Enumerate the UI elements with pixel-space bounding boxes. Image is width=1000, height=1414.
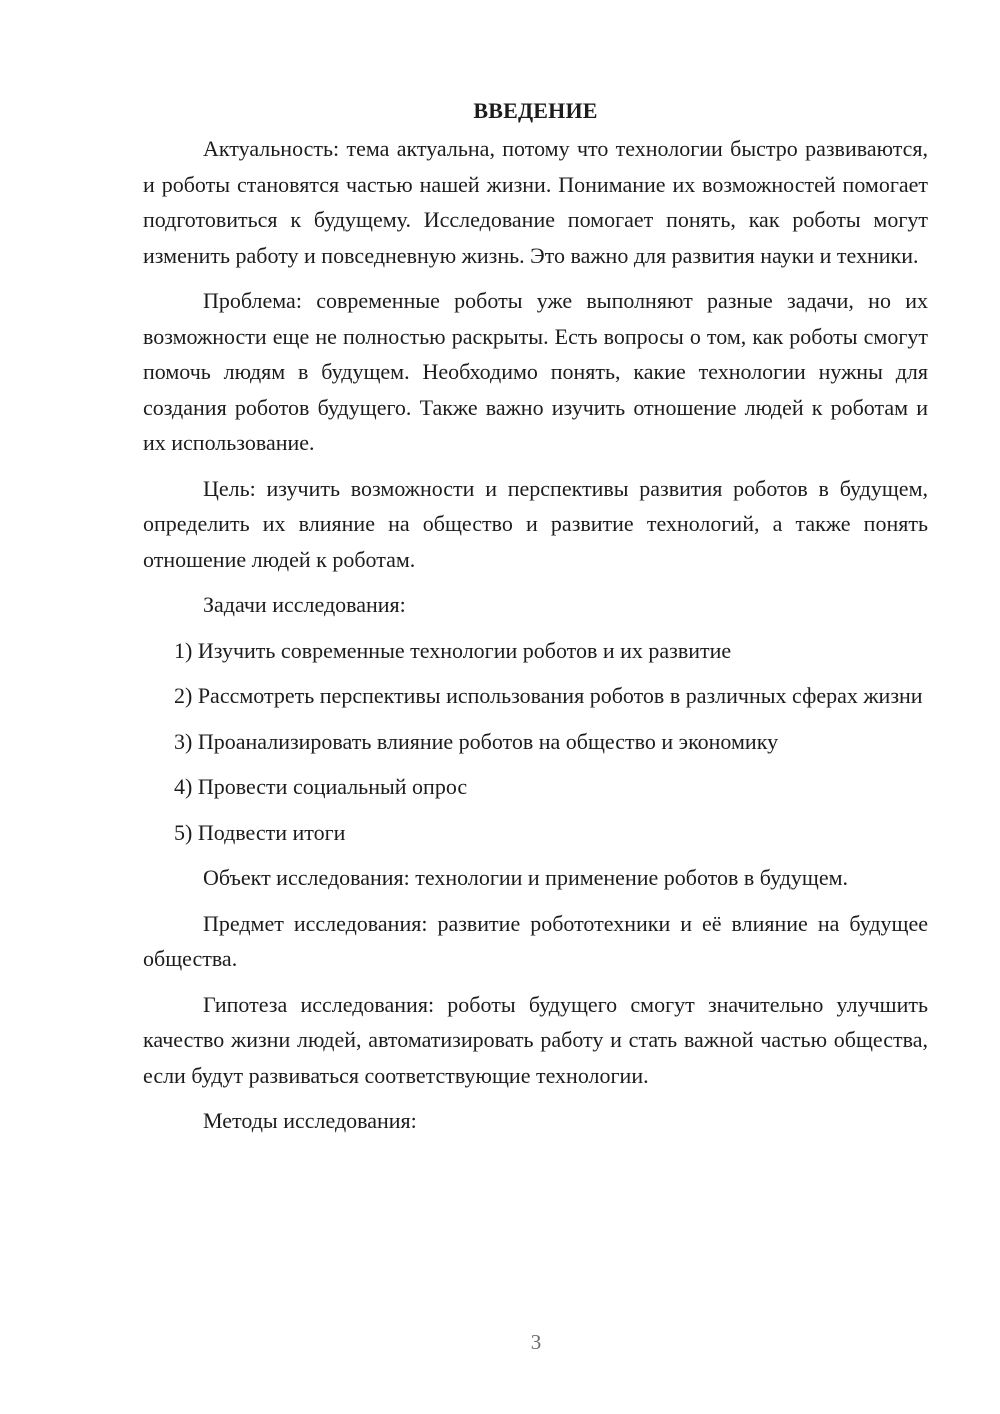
- subject-paragraph: Предмет исследования: развитие робототехники и её влияние на будущее общества.: [143, 910, 928, 971]
- task-item-3: 3) Проанализировать влияние роботов на общество и экономику: [174, 728, 779, 754]
- task-item-2: 2) Рассмотреть перспективы использования роботов в различных сферах жизни: [174, 683, 923, 708]
- page-content: [143, 93, 928, 1149]
- tasks-heading: Задачи исследования:: [203, 592, 406, 617]
- task-item-4: 4) Провести социальный опрос: [174, 774, 468, 799]
- problem-paragraph: Проблема: современные роботы уже выполняют разные задачи, но их возможности еще не полностью раскрыты. Есть вопросы о том, как роботы смогут помочь людям в будущем. Необходимо понять, какие технологии нужны для создания роботов будущего. Также важно изучить отношение людей к роботам и их использование.: [143, 288, 928, 455]
- methods-heading: Методы исследования:: [203, 1108, 417, 1133]
- hypothesis-paragraph: Гипотеза исследования: роботы будущего смогут значительно улучшить качество жизни людей, автоматизировать работу и стать важной частью общества, если будут развиваться соответствующие технологии.: [143, 991, 928, 1088]
- relevance-paragraph: Актуальность: тема актуальна, потому что технологии быстро развиваются, и роботы становятся частью нашей жизни. Понимание их возможностей помогает подготовиться к будущему. Исследование помогает понять, как роботы могут изменить работу и повседневную жизнь. Это важно для развития науки и техники.: [143, 136, 928, 268]
- goal-paragraph: Цель: изучить возможности и перспективы развития роботов в будущем, определить их влияние на общество и развитие технологий, а также понять отношение людей к роботам.: [143, 475, 928, 572]
- task-item-5: 5) Подвести итоги: [174, 819, 346, 845]
- section-title: ВВЕДЕНИЕ: [473, 98, 598, 123]
- object-paragraph: Объект исследования: технологии и применение роботов в будущем.: [203, 865, 849, 890]
- page-number: 3: [530, 1330, 542, 1354]
- task-item-1: 1) Изучить современные технологии роботов и их развитие: [174, 637, 732, 663]
